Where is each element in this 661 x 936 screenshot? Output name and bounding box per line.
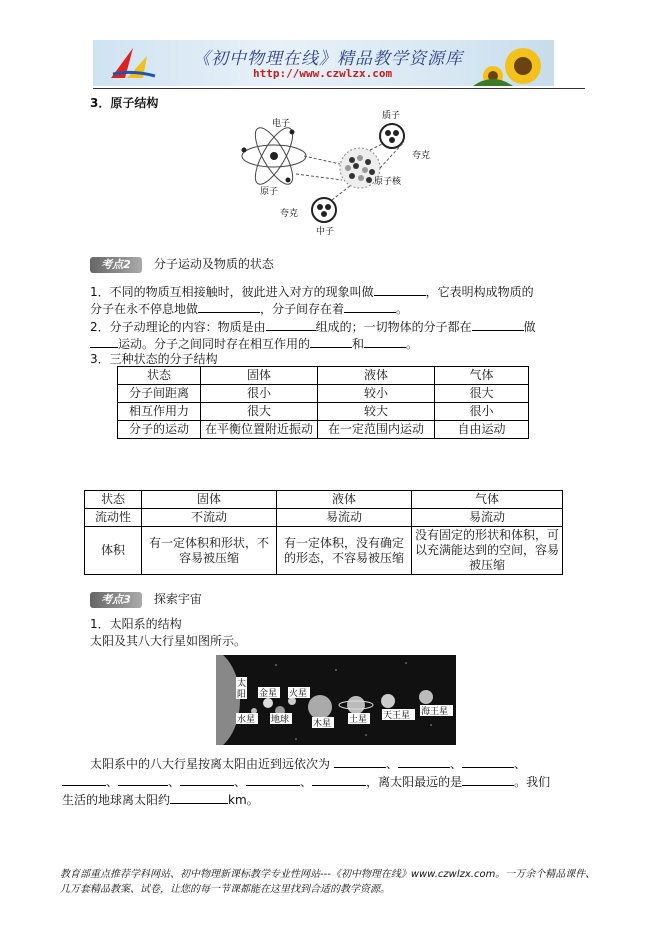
table-cell: 在一定范围内运动 <box>318 421 435 439</box>
table-cell: 流动性 <box>85 509 142 527</box>
p2e-text: 和 <box>352 337 365 351</box>
states-table-2 <box>84 490 563 575</box>
kaodian2-title: 分子运动及物质的状态 <box>153 257 274 271</box>
label-uranus: 天王星 <box>383 711 411 721</box>
label-atom: 原子 <box>260 187 279 197</box>
paragraph-1-line-1 <box>90 283 534 299</box>
blank-motion[interactable] <box>198 300 260 313</box>
solar-system-intro: 太阳及其八大行星如图所示。 <box>90 634 247 648</box>
blank-planet-3[interactable] <box>462 755 514 768</box>
atom-model <box>242 123 307 189</box>
p2b-text: 组成的；一切物体的分子都在 <box>315 320 472 334</box>
p2c-text: 做 <box>523 320 536 334</box>
solar-system-image <box>216 655 456 745</box>
p2d-text: 运动。分子之间同时存在相互作用的 <box>118 337 311 351</box>
footer-line-1: 教育部重点推荐学科网站、初中物理新课标教学专业性网站---《初中物理在线》www.czwlzx.com。一万余个精品课件、 <box>60 869 596 880</box>
label-neptune: 海王星 <box>421 707 449 717</box>
paragraph-1-line-2 <box>90 300 408 316</box>
planets-question-line-2: 、 、 、 、 ，离太阳最远的是 。我们 <box>62 773 550 789</box>
table-cell: 分子的运动 <box>118 421 201 439</box>
p1e-text: 。 <box>396 302 409 316</box>
neptune-shape <box>419 690 433 704</box>
blank-force[interactable] <box>344 300 396 313</box>
table-cell: 自由运动 <box>435 421 529 439</box>
blank-random[interactable] <box>90 335 118 348</box>
blank-distance[interactable] <box>170 791 228 804</box>
uranus-shape <box>381 694 395 708</box>
table-header-cell: 固体 <box>201 367 318 385</box>
atom-structure-diagram <box>232 108 442 236</box>
p1c-text: 分子在永不停息地做 <box>90 302 199 316</box>
blank-planet-8[interactable] <box>312 773 366 786</box>
q5-text: km。 <box>228 793 259 807</box>
table-cell: 在平衡位置附近振动 <box>201 421 318 439</box>
q4-text: 生活的地球离太阳约 <box>62 793 171 807</box>
label-jupiter: 木星 <box>313 719 332 729</box>
label-venus: 金星 <box>259 689 278 699</box>
p1d-text: ，分子间存在着 <box>260 302 345 316</box>
blank-nonstop[interactable] <box>472 318 524 331</box>
label-saturn: 土星 <box>349 715 368 725</box>
label-quark-1: 夸克 <box>412 151 431 161</box>
table-cell: 易流动 <box>412 509 563 527</box>
blank-planet-2[interactable] <box>398 755 450 768</box>
footer-line-2: 几万套精品教案、试卷，让您的每一节课都能在这里找到合适的教学资源。 <box>60 884 390 895</box>
label-sun-2: 阳 <box>237 690 247 700</box>
table-header-cell: 气体 <box>412 491 563 509</box>
blank-attraction[interactable] <box>310 335 352 348</box>
label-neutron: 中子 <box>316 227 335 236</box>
kaodian2-header <box>90 257 274 273</box>
table-cell: 较小 <box>318 385 435 403</box>
label-nucleus: 原子核 <box>374 177 402 187</box>
table-cell: 较大 <box>318 403 435 421</box>
label-earth: 地球 <box>271 715 290 725</box>
q2-text: ，离太阳最远的是 <box>366 775 463 789</box>
label-quark-2: 夸克 <box>280 209 299 219</box>
table-header-cell: 状态 <box>85 491 142 509</box>
table-cell: 没有固定的形状和体积，可以充满能达到的空间，容易被压缩 <box>412 527 563 575</box>
planets-question-line-1: 太阳系中的八大行星按离太阳由近到远依次为 、 、 、 <box>90 757 527 771</box>
table-row <box>85 509 563 527</box>
table-row <box>118 403 529 421</box>
blank-diffusion[interactable] <box>374 283 426 296</box>
solar-system-heading: 1．太阳系的结构 <box>90 617 182 631</box>
table-cell: 很大 <box>201 403 318 421</box>
table-cell: 体积 <box>85 527 142 575</box>
logo-icon <box>103 44 163 82</box>
p2a-text: 2．分子动理论的内容：物质是由 <box>90 320 266 334</box>
states-table-1 <box>117 366 529 439</box>
table-cell: 很小 <box>201 385 318 403</box>
table-cell: 分子间距离 <box>118 385 201 403</box>
sunflower-icon <box>473 42 551 86</box>
table-header-cell: 液体 <box>318 367 435 385</box>
blank-repulsion[interactable] <box>364 335 406 348</box>
p2f-text: 。 <box>406 337 419 351</box>
label-mars: 火星 <box>289 689 308 699</box>
venus-shape <box>263 698 273 708</box>
table-header-row <box>118 367 529 385</box>
kaodian3-title: 探索宇宙 <box>153 592 202 606</box>
blank-planet-4[interactable] <box>62 773 106 786</box>
table-row <box>118 385 529 403</box>
paragraph-2-line-2 <box>90 335 418 351</box>
banner-title: 《初中物理在线》精品教学资源库 <box>193 49 463 69</box>
table-cell: 很小 <box>435 403 529 421</box>
blank-molecules[interactable] <box>266 318 316 331</box>
section-heading-atom: 3．原子结构 <box>90 96 159 110</box>
table-row <box>118 421 529 439</box>
table-cell: 相互作用力 <box>118 403 201 421</box>
paragraph-3: 3．三种状态的分子结构 <box>90 352 218 366</box>
table-header-cell: 液体 <box>277 491 412 509</box>
table-cell: 有一定体积和形状，不容易被压缩 <box>142 527 277 575</box>
banner-url[interactable]: http://www.czwlzx.com <box>253 67 393 80</box>
header-rule <box>93 88 585 89</box>
proton-model <box>380 124 404 148</box>
table-header-cell: 气体 <box>435 367 529 385</box>
table-cell: 易流动 <box>277 509 412 527</box>
p1b-text: ，它表明构成物质的 <box>425 285 534 299</box>
p1a-text: 1．不同的物质互相接触时，彼此进入对方的现象叫做 <box>90 285 374 299</box>
q1-text: 太阳系中的八大行星按离太阳由近到远依次为 <box>90 757 331 771</box>
table-row <box>85 527 563 575</box>
table-cell: 很大 <box>435 385 529 403</box>
kaodian2-tag: 考点2 <box>90 257 142 273</box>
blank-planet-6[interactable] <box>180 773 234 786</box>
label-sun-1: 太 <box>237 679 247 689</box>
jupiter-shape <box>308 695 332 719</box>
table-header-cell: 固体 <box>142 491 277 509</box>
header-banner <box>93 40 554 86</box>
label-mercury: 水星 <box>237 715 256 725</box>
label-proton: 质子 <box>382 111 401 121</box>
blank-farthest[interactable] <box>462 773 514 786</box>
table-cell: 不流动 <box>142 509 277 527</box>
planets-question-line-3 <box>62 791 259 807</box>
q3-text: 。我们 <box>514 775 551 789</box>
kaodian3-header <box>90 592 202 608</box>
table-header-row <box>85 491 563 509</box>
table-cell: 有一定体积，没有确定的形态，不容易被压缩 <box>277 527 412 575</box>
kaodian3-tag: 考点3 <box>90 592 142 608</box>
table-header-cell: 状态 <box>118 367 201 385</box>
paragraph-2-line-1 <box>90 318 536 334</box>
label-electron: 电子 <box>272 119 291 129</box>
blank-planet-1[interactable] <box>334 755 386 768</box>
neutron-model <box>312 198 336 222</box>
blank-planet-5[interactable] <box>118 773 168 786</box>
blank-planet-7[interactable] <box>246 773 300 786</box>
